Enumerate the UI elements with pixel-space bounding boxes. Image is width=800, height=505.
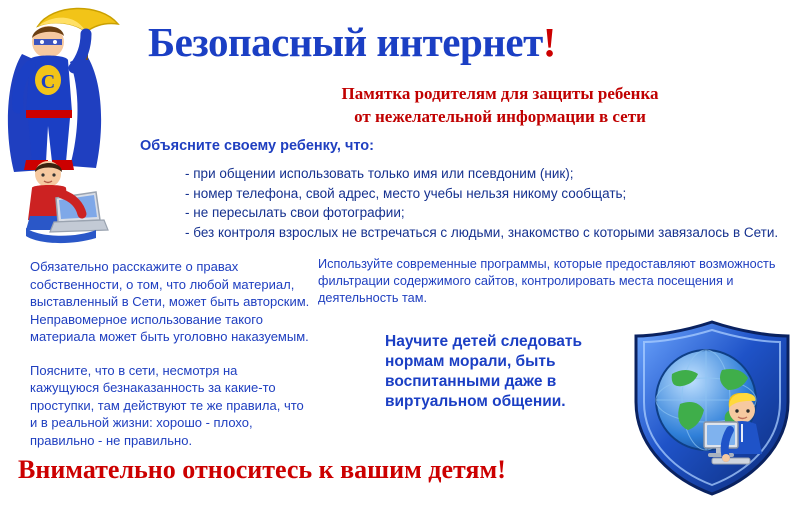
- page-title: [148, 18, 788, 66]
- explain-lead-text: Объясните своему ребенку, что:: [140, 138, 374, 154]
- teach-children-block: Научите детей следовать нормам морали, быть воспитанными даже в виртуальном общении.: [385, 333, 583, 410]
- list-item: - не пересылать свои фотографии;: [185, 205, 405, 220]
- svg-text:C: C: [40, 71, 56, 93]
- shield-with-globe-and-boy-illustration: [630, 318, 795, 498]
- list-item: - номер телефона, свой адрес, место учебы нельзя никому сообщать;: [185, 185, 627, 201]
- page-subtitle: [210, 82, 790, 128]
- page-subtitle-line-1: Памятка родителям для защиты ребенка: [341, 84, 659, 103]
- list-item: - при общении использовать только имя или псевдоним (ник);: [185, 166, 574, 181]
- left-paragraph-1: Обязательно расскажите о правах собственности, о том, что любой материал, выставленный в Сети, может быть авторским. Неправомерное использование такого материала может быть уголовно наказуемым.: [30, 259, 310, 344]
- left-column-text: [30, 258, 310, 465]
- page-title-exclamation: !: [542, 19, 556, 65]
- list-item: - без контроля взрослых не встречаться с людьми, знакомство с которыми завязалось в Сети.: [185, 224, 779, 240]
- page-title-text: Безопасный интернет: [148, 19, 543, 65]
- left-paragraph-2: Поясните, что в сети, несмотря на кажущуюся безнаказанность за какие-то проступки, там действуют те же правила, что и в реальной жизни: хорошо - плохо, правильно - не правильно.: [30, 362, 304, 448]
- page-subtitle-line-2: от нежелательной информации в сети: [354, 107, 646, 126]
- bottom-call-to-action: Внимательно относитесь к вашим детям!: [18, 455, 506, 484]
- advice-bullet-list: [185, 164, 795, 242]
- right-paragraph: Используйте современные программы, которые предоставляют возможность фильтрации содержимого сайтов, контролировать места посещения и деятельность там.: [318, 257, 776, 305]
- superhero-with-laptop-illustration: [0, 2, 130, 252]
